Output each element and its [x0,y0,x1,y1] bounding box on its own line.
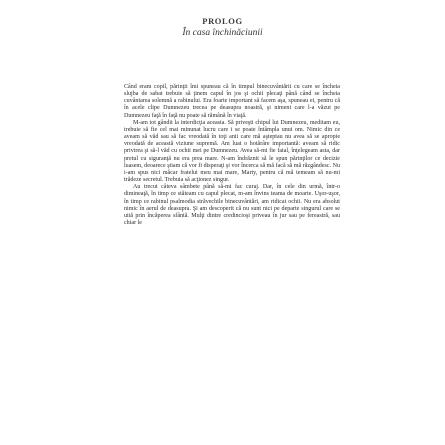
paragraph-3: Au trecut câteva sâmbete până să-mi fac curaj. Dar, în cele din urmă, într-o dimineaţă, în timp ce stăteam cu capul plecat, m-am învins teama de moarte. Uşor-uşor, în timp ce rabinul psalmodia străvechile binecuvântări, am ridicat ochii. Nu era absolut nimic în aerul de deasupra. Şi am descoperit că nu sunt nici pe departe singurul care se uită prin încăperea sfântă. Mulţi dintre credincioşi priveau în jur sau pe fereastră, sau chiar le [124,184,340,226]
chapter-label: PROLOG [202,16,243,26]
chapter-subtitle: În casa închinăciunii [182,28,263,38]
paragraph-2: M-am tot gândit la interdicţia aceasta. Să priveşti chipul lui Dumnezeu, meditam eu, trebuie să fie cel mai minunat lucru care i se poate întâmpla unui om. Nimic din ce aveam să văd sau să fac vreodată în toţi anii care mă aşteptau nu avea să se apropie vreodată de această viziune supremă. Am luat o hotărâre importantă: aveam să ridic privirea şi să-l văd cu ochii mei pe Dumnezeu. Avea să-mi fie fatal, înţelegeam asta, dar pretul cu siguranţă nu era prea mare. N-am îndrăznit să le spun părinţilor ce decizie luasem, deoarece ştiam că vor fi disperaţi şi vor încerca să mă facă să mă răzgândesc. Nu i-am spus nici măcar fratelui meu mai mare, Marty, pentru că mă temeam să nu-mi trădeze secretul. Trebuia să acţionez singur. [124,119,340,184]
body-text [124,84,340,227]
chapter-header [0,16,445,38]
paragraph-1: Când eram copil, părinţii îmi spuneau că în timpul binecuvântării cu care se încheia slujba de sabat trebuie să ţinem capul în jos şi ochii plecaţi până când se încheia cuvântarea solemnă a rabinului. Era foarte important să facem aşa, spuneau ei, pentru că în acele clipe Dumnezeu trecea pe deasupra noastră, şi nimeni care l-a văzut pe Dumnezeu faţă în faţă nu poate să rămână în viaţă. [124,84,340,119]
